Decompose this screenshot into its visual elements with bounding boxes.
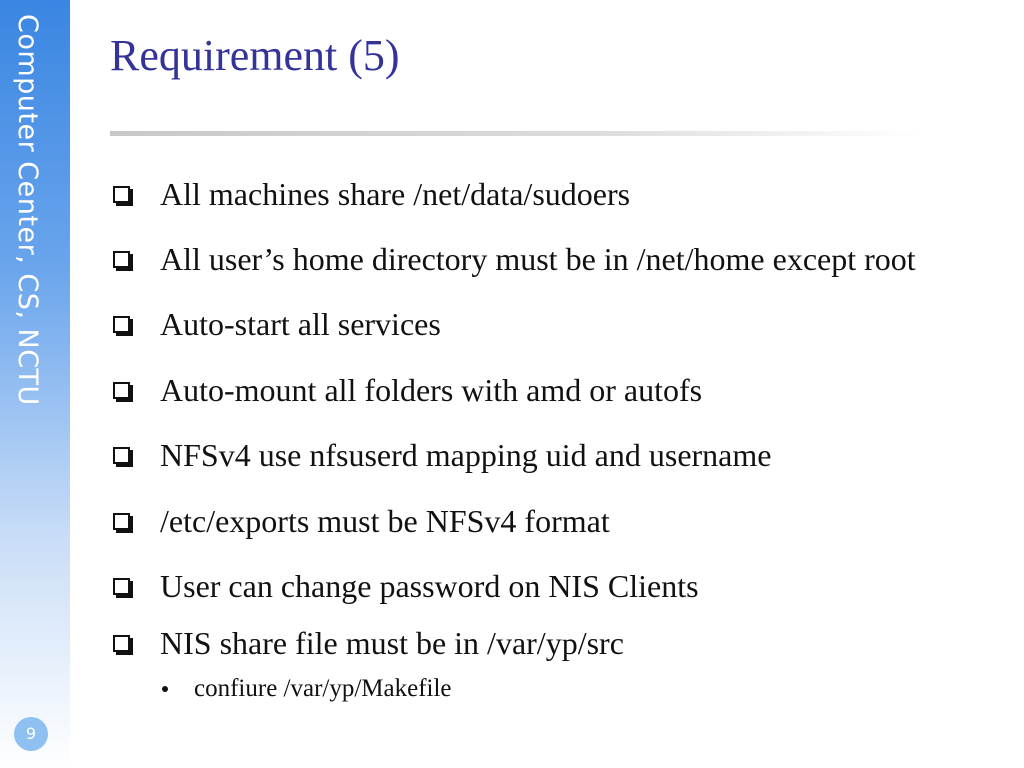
checkbox-bullet-icon bbox=[113, 186, 130, 203]
checkbox-bullet-icon bbox=[113, 447, 130, 464]
list-item bbox=[110, 243, 916, 275]
bullet-text: /etc/exports must be NFSv4 format bbox=[160, 503, 610, 539]
list-item bbox=[110, 439, 771, 471]
bullet-text: NIS share file must be in /var/yp/src bbox=[160, 625, 624, 661]
checkbox-bullet-icon bbox=[113, 635, 130, 652]
checkbox-bullet-icon bbox=[113, 316, 130, 333]
sub-list-item bbox=[162, 676, 452, 701]
checkbox-bullet-icon bbox=[113, 513, 130, 530]
bullet-text: User can change password on NIS Clients bbox=[160, 568, 699, 604]
list-item bbox=[110, 627, 624, 659]
list-item bbox=[110, 505, 610, 537]
bullet-text: All machines share /net/data/sudoers bbox=[160, 176, 631, 212]
page-number-badge: 9 bbox=[14, 717, 48, 751]
bullet-text: Auto-start all services bbox=[160, 306, 441, 342]
bullet-text: Auto-mount all folders with amd or autofs bbox=[160, 372, 703, 408]
checkbox-bullet-icon bbox=[113, 578, 130, 595]
sidebar-banner bbox=[0, 0, 70, 768]
title-divider bbox=[110, 131, 920, 136]
checkbox-bullet-icon bbox=[113, 382, 130, 399]
sub-bullet-text: confiure /var/yp/Makefile bbox=[194, 675, 452, 702]
page-title: Requirement (5) bbox=[110, 31, 400, 80]
sidebar-label: Computer Center, CS, NCTU bbox=[12, 14, 43, 406]
list-item bbox=[110, 374, 702, 406]
list-item bbox=[110, 178, 630, 210]
list-item bbox=[110, 308, 441, 340]
bullet-text: All user’s home directory must be in /net/home except root bbox=[160, 241, 916, 277]
bullet-text: NFSv4 use nfsuserd mapping uid and username bbox=[160, 437, 772, 473]
dot-bullet-icon bbox=[162, 686, 168, 692]
checkbox-bullet-icon bbox=[113, 251, 130, 268]
list-item bbox=[110, 570, 699, 602]
